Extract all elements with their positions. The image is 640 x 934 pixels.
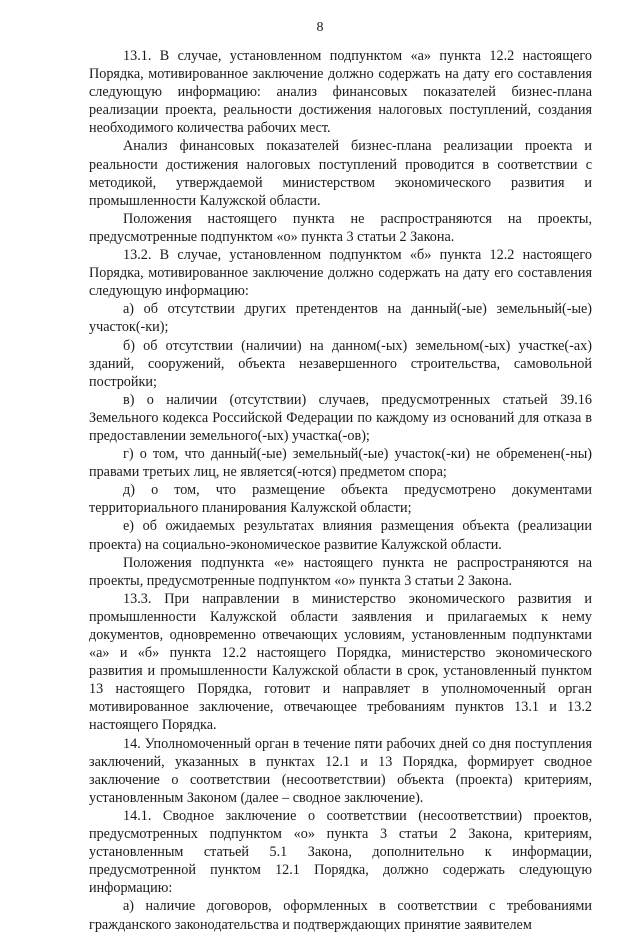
list-item-v: в) о наличии (отсутствии) случаев, предусмотренных статьей 39.16 Земельного кодекса Российской Федерации по каждому из оснований для отказа в предоставлении земельного(-ых) участка(-ов); [89, 391, 592, 444]
page-number: 8 [316, 20, 324, 35]
paragraph-14-1: 14.1. Сводное заключение о соответствии (несоответствии) проектов, предусмотренных подпунктом «о» пункта 3 статьи 2 Закона, критериям, установленным статьей 5.1 Закона, дополнительно к информации, предусмотренной пунктом 12.1 Порядка, должно содержать следующую информацию: [89, 807, 592, 897]
paragraph-13-1: 13.1. В случае, установленном подпунктом «а» пункта 12.2 настоящего Порядка, мотивированное заключение должно содержать на дату его составления следующую информацию: анализ финансовых показателей бизнес-плана реализации проекта, реальности достижения налоговых поступлений, создания необходимого количества рабочих мест. [89, 48, 592, 137]
list-item-e: е) об ожидаемых результатах влияния размещения объекта (реализации проекта) на социально-экономическое развитие Калужской области. [89, 518, 592, 553]
list-item-d: д) о том, что размещение объекта предусмотрено документами территориального планирования Калужской области; [89, 482, 592, 517]
list-item-g: г) о том, что данный(-ые) земельный(-ые) участок(-ки) не обременен(-ны) правами третьих лиц, не является(-ются) предметом спора; [89, 446, 592, 481]
document-body [89, 47, 592, 934]
list-item-a: а) об отсутствии других претендентов на данный(-ые) земельный(-ые) участок(-ки); [89, 301, 592, 336]
paragraph-13-2-exception: Положения подпункта «е» настоящего пункта не распространяются на проекты, предусмотренные подпунктом «о» пункта 3 статьи 2 Закона. [89, 554, 592, 589]
paragraph-13-2: 13.2. В случае, установленном подпунктом «б» пункта 12.2 настоящего Порядка, мотивированное заключение должно содержать на дату его составления следующую информацию: [89, 247, 592, 300]
paragraph-analysis: Анализ финансовых показателей бизнес-плана реализации проекта и реальности достижения налоговых поступлений проводится в соответствии с методикой, утверждаемой министерством экономического развития и промышленности Калужской области. [89, 138, 592, 209]
list-item-14-1-a: а) наличие договоров, оформленных в соответствии с требованиями гражданского законодательства и подтверждающих принятие заявителем [89, 898, 592, 933]
paragraph-14: 14. Уполномоченный орган в течение пяти рабочих дней со дня поступления заключений, указанных в пунктах 12.1 и 13 Порядка, формирует сводное заключение о соответствии (несоответствии) объекта (проекта) критериям, установленным Законом (далее – сводное заключение). [89, 735, 592, 806]
paragraph-13-3: 13.3. При направлении в министерство экономического развития и промышленности Калужской области заявления и прилагаемых к нему документов, одновременно отвечающих условиям, установленным подпунктами «а» и «б» пункта 12.2 настоящего Порядка, министерство экономического развития и промышленности Калужской области в срок, установленный пунктом 13 настоящего Порядка, готовит и направляет в уполномоченный орган мотивированное заключение, отвечающее требованиям пунктов 13.1 и 13.2 настоящего Порядка. [89, 590, 592, 734]
paragraph-13-1-exception: Положения настоящего пункта не распространяются на проекты, предусмотренные подпунктом «о» пункта 3 статьи 2 Закона. [89, 210, 592, 245]
list-item-b: б) об отсутствии (наличии) на данном(-ых) земельном(-ых) участке(-ах) зданий, сооружений, объекта незавершенного строительства, самовольной постройки; [89, 337, 592, 390]
